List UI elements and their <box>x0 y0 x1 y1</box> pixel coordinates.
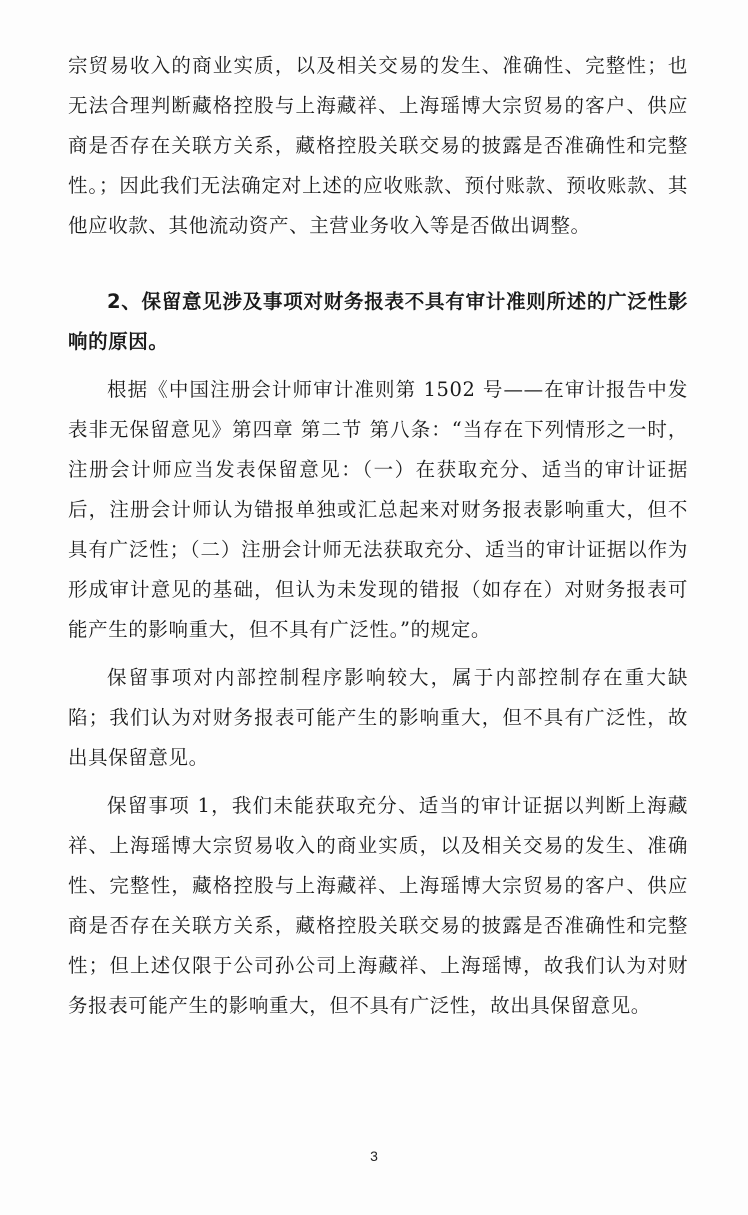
paragraph-qualified-item-1: 保留事项 1，我们未能获取充分、适当的审计证据以判断上海藏祥、上海瑶博大宗贸易收入的商业实质，以及相关交易的发生、准确性、完整性，藏格控股与上海藏祥、上海瑶博大宗贸易的客户、供应商是否存在关联方关系，藏格控股关联交易的披露是否准确性和完整性；但上述仅限于公司孙公司上海藏祥、上海瑶博，故我们认为对财务报表可能产生的影响重大，但不具有广泛性，故出具保留意见。 <box>68 794 688 1017</box>
page-number: 3 <box>370 1148 378 1164</box>
section-spacer <box>68 246 688 282</box>
paragraph-spacer <box>68 650 688 658</box>
paragraph-spacer <box>68 362 688 370</box>
paragraph-spacer <box>68 778 688 786</box>
document-body <box>68 46 688 1026</box>
paragraph-continuation: 宗贸易收入的商业实质，以及相关交易的发生、准确性、完整性；也无法合理判断藏格控股与上海藏祥、上海瑶博大宗贸易的客户、供应商是否存在关联方关系，藏格控股关联交易的披露是否准确性和完整性。；因此我们无法确定对上述的应收账款、预付账款、预收账款、其他应收款、其他流动资产、主营业务收入等是否做出调整。 <box>68 54 688 237</box>
paragraph-internal-control: 保留事项对内部控制程序影响较大，属于内部控制存在重大缺陷；我们认为对财务报表可能产生的影响重大，但不具有广泛性，故出具保留意见。 <box>68 666 688 769</box>
section-heading: 2、保留意见涉及事项对财务报表不具有审计准则所述的广泛性影响的原因。 <box>68 290 688 353</box>
paragraph-standard-citation: 根据《中国注册会计师审计准则第 1502 号——在审计报告中发表非无保留意见》第四章 第二节 第八条：“当存在下列情形之一时，注册会计师应当发表保留意见：（一）在获取充分、适当的审计证据后，注册会计师认为错报单独或汇总起来对财务报表影响重大，但不具有广泛性；（二）注册会计师无法获取充分、适当的审计证据以作为形成审计意见的基础，但认为未发现的错报（如存在）对财务报表可能产生的影响重大，但不具有广泛性。”的规定。 <box>68 378 688 641</box>
